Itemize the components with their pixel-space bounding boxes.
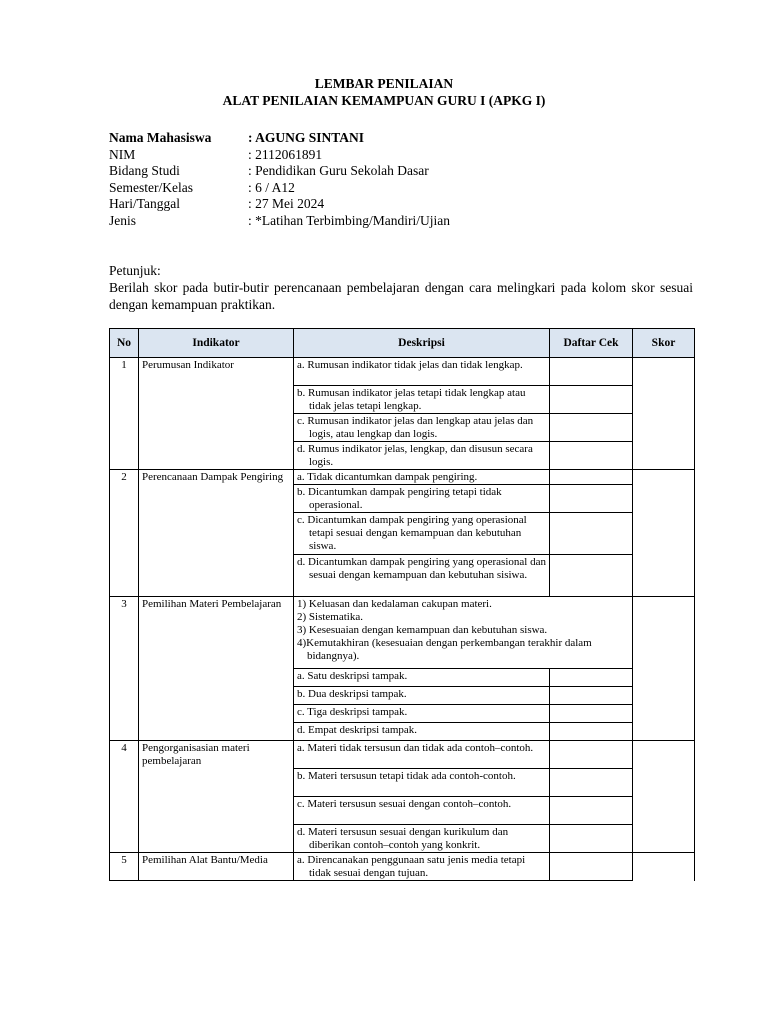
- info-value: : Pendidikan Guru Sekolah Dasar: [248, 163, 429, 178]
- checklist-cell[interactable]: [550, 555, 633, 597]
- description-item: b. Dua deskripsi tampak.: [297, 688, 407, 700]
- table-row: [110, 470, 695, 485]
- description-cell: [294, 797, 550, 825]
- checklist-cell[interactable]: [550, 741, 633, 769]
- description-item: a. Satu deskripsi tampak.: [297, 670, 408, 682]
- indicator-cell: Perumusan Indikator: [139, 358, 294, 470]
- description-cell: [294, 386, 550, 414]
- table-row: [110, 853, 695, 881]
- description-item: c. Materi tersusun sesuai dengan contoh–contoh.: [297, 798, 512, 810]
- row-number: 4: [110, 741, 139, 853]
- criteria-cell: [294, 597, 633, 669]
- info-value: : AGUNG SINTANI: [248, 130, 365, 145]
- info-label: Semester/Kelas: [109, 179, 193, 195]
- description-cell: [294, 769, 550, 797]
- instructions-heading: Petunjuk:: [109, 263, 161, 278]
- row-number: 3: [110, 597, 139, 741]
- description-item: c. Rumusan indikator jelas dan lengkap atau jelas dan logis, atau lengkap dan logis.: [297, 415, 534, 440]
- checklist-cell[interactable]: [550, 853, 633, 881]
- description-item: a. Tidak dicantumkan dampak pengiring.: [297, 471, 478, 483]
- description-item: a. Rumusan indikator tidak jelas dan tidak lengkap.: [297, 359, 523, 371]
- criteria-item: 2) Sistematika.: [297, 611, 363, 623]
- description-item: d. Rumus indikator jelas, lengkap, dan disusun secara logis.: [297, 443, 533, 468]
- title-line-2: ALAT PENILAIAN KEMAMPUAN GURU I (APKG I): [222, 93, 546, 108]
- checklist-cell[interactable]: [550, 769, 633, 797]
- assessment-table: [109, 328, 695, 881]
- info-row-name: [109, 130, 450, 147]
- score-cell[interactable]: [633, 741, 695, 853]
- indicator-cell: Pengorganisasian materi pembelajaran: [139, 741, 294, 853]
- col-header-no: No: [110, 329, 139, 358]
- score-cell[interactable]: [633, 470, 695, 597]
- description-cell: [294, 723, 550, 741]
- description-item: c. Tiga deskripsi tampak.: [297, 706, 408, 718]
- info-label: Nama Mahasiswa: [109, 130, 212, 145]
- description-cell: [294, 485, 550, 513]
- criteria-item: 3) Kesesuaian dengan kemampuan dan kebutuhan siswa.: [297, 624, 548, 636]
- info-row-field: [109, 163, 450, 180]
- table-row: [110, 741, 695, 769]
- info-label: Jenis: [109, 212, 136, 228]
- description-item: b. Dicantumkan dampak pengiring tetapi tidak operasional.: [297, 486, 502, 511]
- description-cell: [294, 470, 550, 485]
- title-line-1: LEMBAR PENILAIAN: [314, 76, 454, 91]
- instructions-text: Berilah skor pada butir-butir perencanaan pembelajaran dengan cara melingkari pada kolom skor sesuai dengan kemampuan praktikan.: [109, 280, 693, 312]
- info-label: Bidang Studi: [109, 163, 180, 178]
- description-cell: [294, 513, 550, 555]
- checklist-cell[interactable]: [550, 442, 633, 470]
- indicator-cell: Pemilihan Alat Bantu/Media: [139, 853, 294, 881]
- col-header-indicator: Indikator: [139, 329, 294, 358]
- col-header-score: Skor: [633, 329, 695, 358]
- description-cell: [294, 358, 550, 386]
- col-header-description: Deskripsi: [294, 329, 550, 358]
- checklist-cell[interactable]: [550, 414, 633, 442]
- row-number: 5: [110, 853, 139, 881]
- table-row: [110, 358, 695, 386]
- description-item: d. Empat deskripsi tampak.: [297, 724, 418, 736]
- checklist-cell[interactable]: [550, 485, 633, 513]
- checklist-cell[interactable]: [550, 386, 633, 414]
- checklist-cell[interactable]: [550, 470, 633, 485]
- checklist-cell[interactable]: [550, 705, 633, 723]
- info-value: : 6 / A12: [248, 179, 295, 195]
- table-header-row: [110, 329, 695, 358]
- description-cell: [294, 669, 550, 687]
- description-item: b. Materi tersusun tetapi tidak ada contoh-contoh.: [297, 770, 516, 782]
- description-item: c. Dicantumkan dampak pengiring yang operasional tetapi sesuai dengan kemampuan dan kebutuhan siswa.: [297, 514, 527, 552]
- row-number: 1: [110, 358, 139, 470]
- description-cell: [294, 741, 550, 769]
- info-row-semester: [109, 180, 450, 197]
- checklist-cell[interactable]: [550, 669, 633, 687]
- description-cell: [294, 705, 550, 723]
- info-label: Hari/Tanggal: [109, 196, 181, 211]
- score-cell[interactable]: [633, 358, 695, 470]
- checklist-cell[interactable]: [550, 825, 633, 853]
- instructions: [109, 262, 693, 313]
- criteria-item: 1) Keluasan dan kedalaman cakupan materi.: [297, 598, 492, 610]
- description-cell: [294, 687, 550, 705]
- score-cell[interactable]: [633, 853, 695, 881]
- info-value: : 27 Mei 2024: [248, 196, 325, 211]
- col-header-checklist: Daftar Cek: [550, 329, 633, 358]
- description-cell: [294, 853, 550, 881]
- description-cell: [294, 825, 550, 853]
- description-cell: [294, 555, 550, 597]
- info-row-nim: [109, 147, 450, 164]
- table-row: [110, 597, 695, 669]
- description-item: b. Rumusan indikator jelas tetapi tidak lengkap atau tidak jelas tetapi lengkap.: [297, 387, 526, 412]
- info-value: : 2112061891: [248, 146, 323, 162]
- description-item: d. Materi tersusun sesuai dengan kurikulum dan diberikan contoh–contoh yang konkrit.: [297, 826, 509, 851]
- checklist-cell[interactable]: [550, 797, 633, 825]
- criteria-item: 4)Kemutakhiran (kesesuaian dengan perkembangan terakhir dalam bidangnya).: [297, 637, 592, 662]
- description-item: d. Dicantumkan dampak pengiring yang operasional dan sesuai dengan kemampuan dan kebutuhan sisiwa.: [297, 556, 546, 581]
- page-title: [0, 75, 768, 109]
- info-value: : *Latihan Terbimbing/Mandiri/Ujian: [248, 212, 451, 228]
- row-number: 2: [110, 470, 139, 597]
- info-row-type: [109, 213, 450, 230]
- checklist-cell[interactable]: [550, 723, 633, 741]
- description-item: a. Materi tidak tersusun dan tidak ada contoh–contoh.: [297, 742, 534, 754]
- info-label: NIM: [109, 146, 136, 162]
- checklist-cell[interactable]: [550, 513, 633, 555]
- score-cell[interactable]: [633, 597, 695, 741]
- description-cell: [294, 414, 550, 442]
- description-item: a. Direncanakan penggunaan satu jenis media tetapi tidak sesuai dengan tujuan.: [297, 854, 526, 879]
- checklist-cell[interactable]: [550, 687, 633, 705]
- description-cell: [294, 442, 550, 470]
- indicator-cell: Pemilihan Materi Pembelajaran: [139, 597, 294, 741]
- indicator-cell: Perencanaan Dampak Pengiring: [139, 470, 294, 597]
- checklist-cell[interactable]: [550, 358, 633, 386]
- info-row-date: [109, 196, 450, 213]
- student-info: [109, 130, 450, 229]
